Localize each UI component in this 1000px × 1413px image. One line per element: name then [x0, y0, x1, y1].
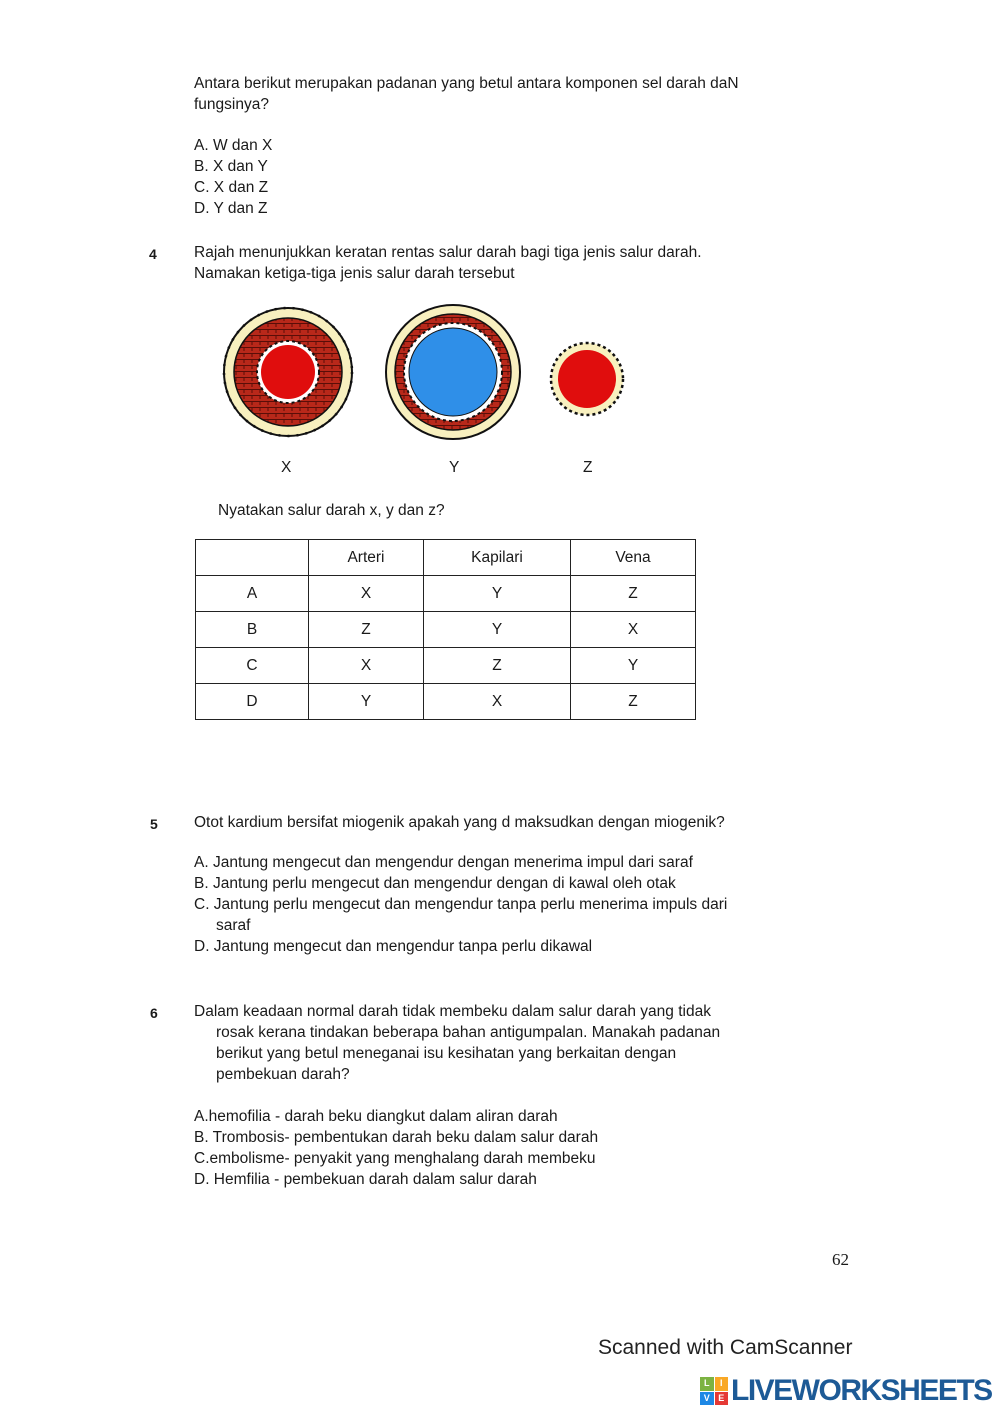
cell: A [196, 576, 309, 612]
vessel-y [386, 305, 520, 439]
cell: Z [571, 576, 696, 612]
q6-stem: rosak kerana tindakan beberapa bahan antigumpalan. Manakah padanan [216, 1024, 721, 1041]
q6-stem: berikut yang betul meneganai isu kesihatan yang berkaitan dengan [216, 1045, 677, 1062]
cell: Y [424, 576, 571, 612]
table-row [196, 684, 696, 720]
cell: X [424, 684, 571, 720]
label-y: Y [449, 459, 460, 476]
q5-option-b: B. Jantung perlu mengecut dan mengendur dengan di kawal oleh otak [194, 875, 676, 892]
q6-stem: pembekuan darah? [216, 1066, 350, 1083]
vessel-z [551, 343, 623, 415]
answer-table [195, 539, 696, 720]
header-cell: Vena [571, 540, 696, 576]
header-cell: Arteri [309, 540, 424, 576]
q4-number: 4 [149, 246, 157, 262]
q5-number: 5 [150, 816, 158, 832]
q3-option-a: A. W dan X [194, 137, 273, 154]
cell: D [196, 684, 309, 720]
page-number: 62 [832, 1250, 849, 1269]
q4-stem: Namakan ketiga-tiga jenis salur darah tersebut [194, 265, 515, 282]
vessel-x [224, 308, 352, 436]
table-header-row [196, 540, 696, 576]
cell: Z [309, 612, 424, 648]
q4-stem: Rajah menunjukkan keratan rentas salur darah bagi tiga jenis salur darah. [194, 244, 702, 261]
logo-letter: L [700, 1377, 714, 1391]
cell: Y [309, 684, 424, 720]
q5-option-a: A. Jantung mengecut dan mengendur dengan menerima impul dari saraf [194, 854, 693, 871]
cell: X [309, 576, 424, 612]
q6-option-b: B. Trombosis- pembentukan darah beku dalam salur darah [194, 1129, 599, 1146]
cell: Z [424, 648, 571, 684]
logo-letter: E [715, 1392, 729, 1406]
logo-letter: V [700, 1392, 714, 1406]
scanner-watermark: Scanned with CamScanner [598, 1336, 853, 1359]
q5-option-d: D. Jantung mengecut dan mengendur tanpa perlu dikawal [194, 938, 593, 955]
label-x: X [281, 459, 292, 476]
header-cell [196, 540, 309, 576]
q6-stem: Dalam keadaan normal darah tidak membeku dalam salur darah yang tidak [194, 1003, 711, 1020]
cell: Y [424, 612, 571, 648]
cell: B [196, 612, 309, 648]
q3-stem: Antara berikut merupakan padanan yang betul antara komponen sel darah daN [194, 75, 739, 92]
table-row [196, 648, 696, 684]
table-row [196, 576, 696, 612]
logo-letter: I [715, 1377, 729, 1391]
blood-vessel-diagram [0, 290, 1000, 450]
q3-option-d: D. Y dan Z [194, 200, 268, 217]
q5-option-c: C. Jantung perlu mengecut dan mengendur tanpa perlu menerima impuls dari [194, 896, 728, 913]
q6-option-c: C.embolisme- penyakit yang menghalang darah membeku [194, 1150, 596, 1167]
q3-stem: fungsinya? [194, 96, 269, 113]
q4-prompt: Nyatakan salur darah x, y dan z? [218, 502, 445, 519]
q6-number: 6 [150, 1005, 158, 1021]
liveworksheets-brand: LIVEWORKSHEETS [731, 1374, 992, 1407]
label-z: Z [583, 459, 593, 476]
q6-option-a: A.hemofilia - darah beku diangkut dalam aliran darah [194, 1108, 558, 1125]
q3-option-b: B. X dan Y [194, 158, 268, 175]
cell: Y [571, 648, 696, 684]
liveworksheets-logo-icon [700, 1377, 728, 1405]
q3-option-c: C. X dan Z [194, 179, 269, 196]
header-cell: Kapilari [424, 540, 571, 576]
cell: C [196, 648, 309, 684]
q5-stem: Otot kardium bersifat miogenik apakah yang d maksudkan dengan miogenik? [194, 814, 725, 831]
q6-option-d: D. Hemfilia - pembekuan darah dalam salur darah [194, 1171, 537, 1188]
cell: Z [571, 684, 696, 720]
cell: X [309, 648, 424, 684]
cell: X [571, 612, 696, 648]
table-row [196, 612, 696, 648]
q5-option-c-cont: saraf [216, 917, 251, 934]
